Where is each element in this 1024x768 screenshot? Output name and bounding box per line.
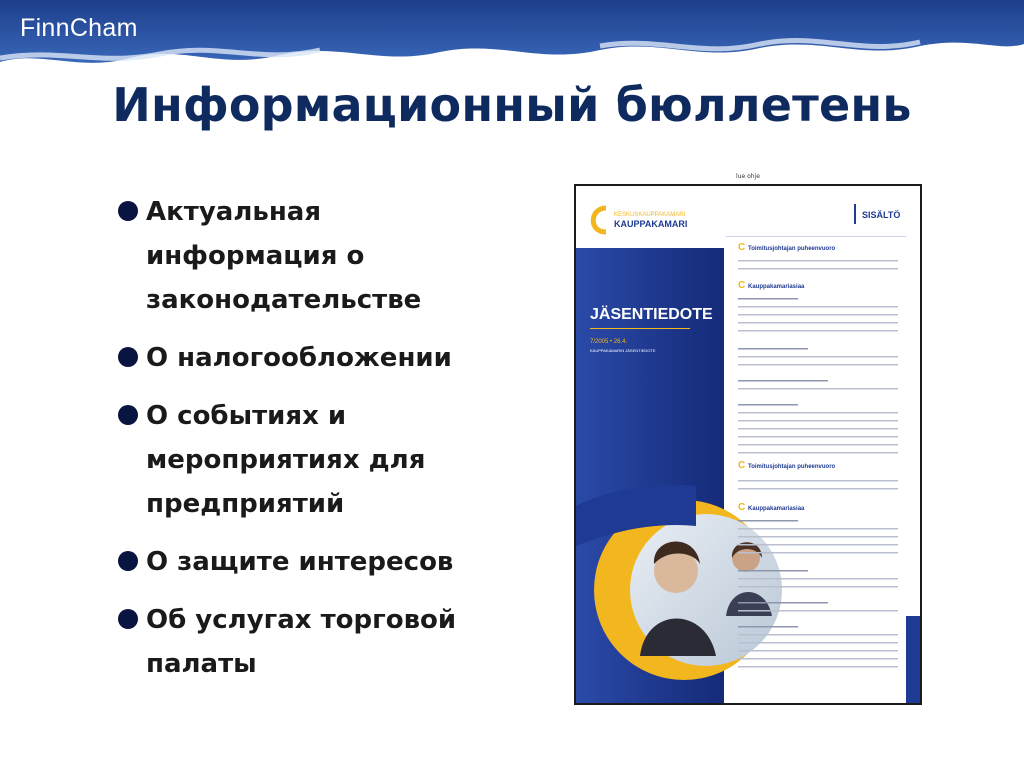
bullet-item: [112, 336, 492, 380]
org-sub-label: KESKUSKAUPPAKAMARI: [614, 212, 686, 218]
bullet-dot-icon: [118, 609, 138, 629]
cover-title: JÄSENTIEDOTE: [590, 306, 713, 323]
bullet-dot-icon: [118, 405, 138, 425]
bullet-text: Актуальная информация о законодательстве: [146, 197, 422, 315]
svg-text:C: C: [738, 502, 746, 513]
svg-text:C: C: [738, 460, 746, 471]
bullet-dot-icon: [118, 201, 138, 221]
bullet-item: [112, 394, 492, 526]
bullet-text: О налогообложении: [146, 343, 452, 373]
newsletter-cover-image: [574, 184, 922, 705]
bullet-text: О событиях и мероприятиях для предприятий: [146, 401, 426, 519]
document-top-note: lue ohje: [736, 173, 760, 180]
svg-text:C: C: [738, 280, 746, 291]
bullet-dot-icon: [118, 551, 138, 571]
bullet-text: Об услугах торговой палаты: [146, 605, 457, 679]
section-heading: Toimitusjohtajan puheenvuoro: [748, 464, 836, 470]
bullet-dot-icon: [118, 347, 138, 367]
bullet-item: [112, 598, 492, 686]
bullet-list: [112, 190, 492, 700]
contents-label: SISÄLTÖ: [862, 210, 901, 220]
cover-subtitle: KAUPPAKAMARIN JÄSENTIEDOTE: [590, 348, 656, 353]
bullet-item: [112, 540, 492, 584]
org-name-label: KAUPPAKAMARI: [614, 219, 688, 229]
section-heading: Toimitusjohtajan puheenvuoro: [748, 246, 836, 252]
section-heading: Kauppakamariasiaa: [748, 506, 805, 512]
section-heading: Kauppakamariasiaa: [748, 284, 805, 290]
bullet-item: [112, 190, 492, 322]
newsletter-page-illustration: [576, 186, 920, 703]
slide-title: Информационный бюллетень: [112, 78, 912, 132]
bullet-text: О защите интересов: [146, 547, 454, 577]
svg-text:C: C: [738, 242, 746, 253]
brand-logo-text: FinnCham: [20, 14, 138, 42]
cover-issue: 7/2005 • 26.4.: [590, 339, 628, 345]
